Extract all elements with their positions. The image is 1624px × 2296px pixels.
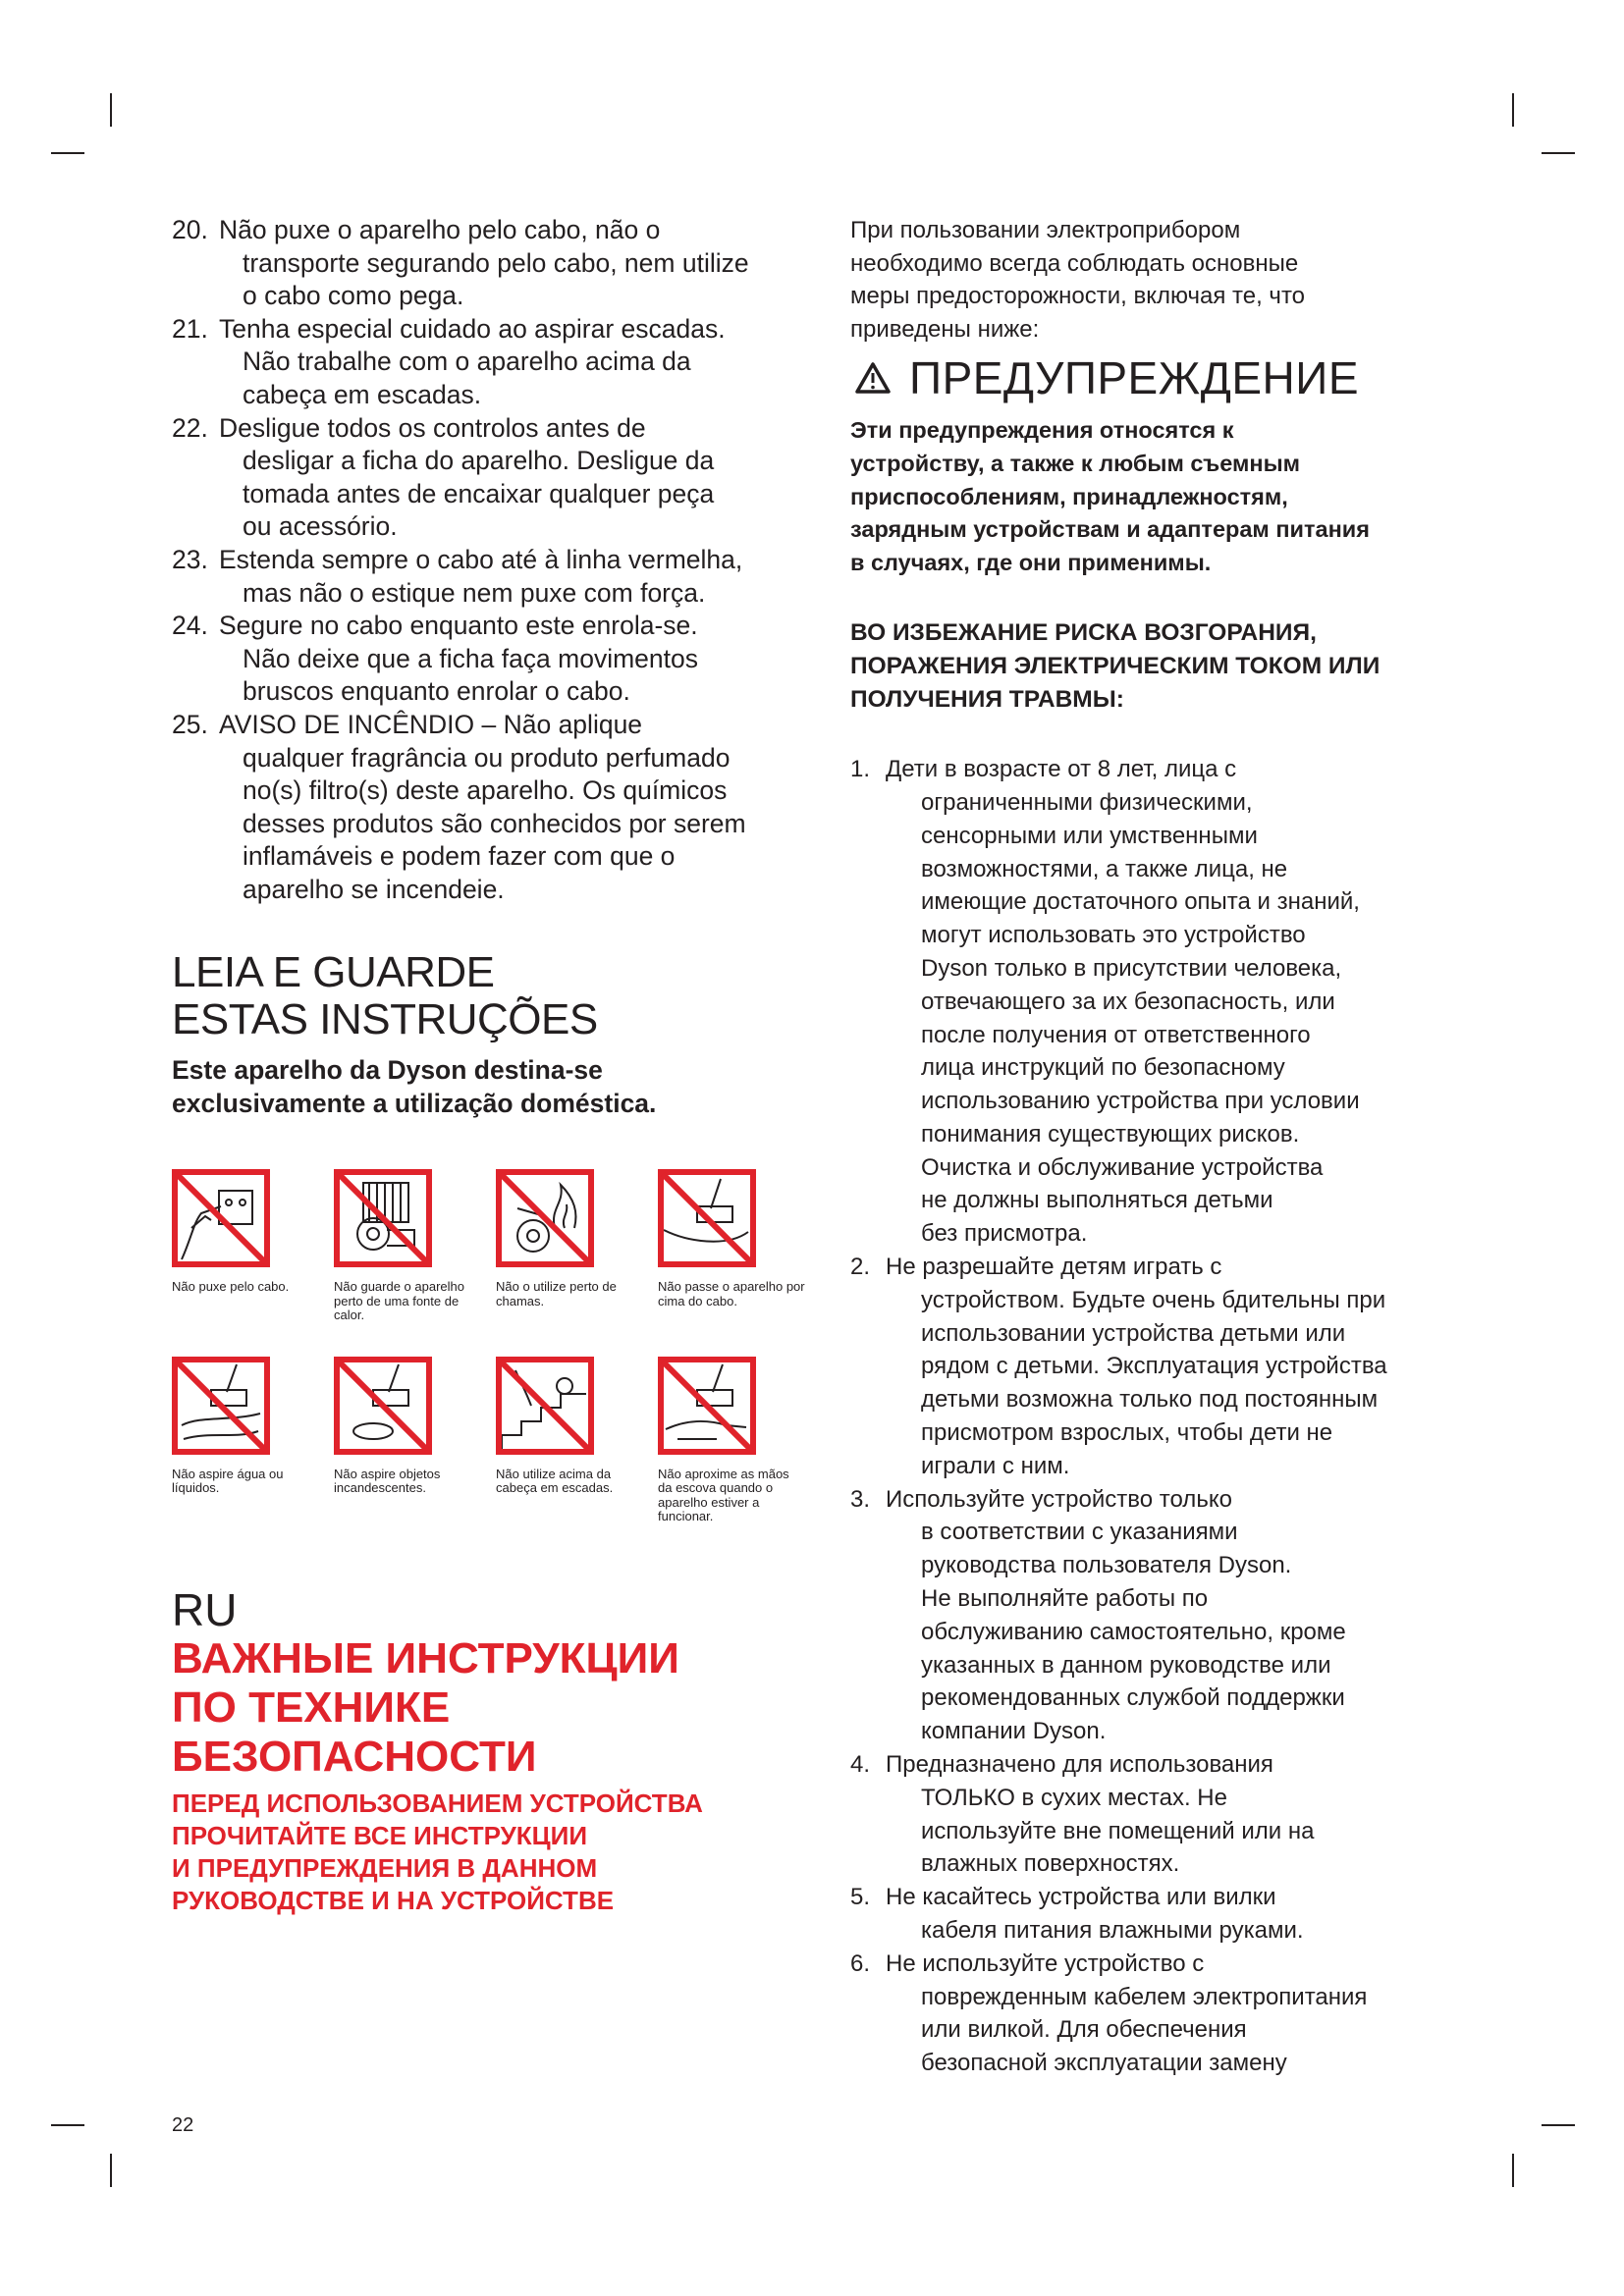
- ru-safety-title: ВАЖНЫЕ ИНСТРУКЦИИ ПО ТЕХНИКЕ БЕЗОПАСНОСТИ: [172, 1633, 679, 1781]
- item-line: ограниченными физическими,: [921, 788, 1253, 816]
- item-line: использовании устройства детьми или: [921, 1319, 1346, 1347]
- list-item: [172, 610, 800, 709]
- item-line: desses produtos são conhecidos por serem: [243, 808, 746, 838]
- item-first-line: Estenda sempre o cabo até à linha vermelha,: [219, 544, 743, 574]
- flame-icon: [496, 1169, 594, 1267]
- pictogram: [658, 1357, 820, 1524]
- hand-brush-icon: [658, 1357, 756, 1455]
- item-number: 23.: [172, 544, 208, 574]
- crop-mark: [1542, 152, 1575, 154]
- item-number: 22.: [172, 412, 208, 443]
- list-item: [850, 1251, 1479, 1483]
- list-item: [850, 1483, 1479, 1748]
- stairs-icon: [496, 1357, 594, 1455]
- item-first-line: Tenha especial cuidado ao aspirar escadas.: [219, 313, 726, 344]
- ru-header-block: [172, 1585, 800, 1917]
- item-line: no(s) filtro(s) deste aparelho. Os químicos: [243, 775, 728, 806]
- pictogram: [496, 1357, 658, 1524]
- item-line: могут использовать это устройство: [921, 922, 1306, 949]
- item-line: сенсорными или умственными: [921, 822, 1258, 849]
- item-line: tomada antes de encaixar qualquer peça: [243, 478, 715, 508]
- item-line: без присмотра.: [921, 1220, 1088, 1248]
- water-icon: [172, 1357, 270, 1455]
- list-item: [172, 313, 800, 412]
- item-line: Очистка и обслуживание устройства: [921, 1153, 1324, 1181]
- item-line: Не выполняйте работы по: [921, 1585, 1209, 1613]
- list-item: [850, 753, 1479, 1251]
- pictogram: [658, 1169, 820, 1323]
- ru-safety-subtitle: ПЕРЕД ИСПОЛЬЗОВАНИЕМ УСТРОЙСТВА ПРОЧИТАЙТЕ ВСЕ ИНСТРУКЦИИ И ПРЕДУПРЕЖДЕНИЯ В ДАННОМ РУКОВОДСТВЕ И НА УСТРОЙСТВЕ: [172, 1788, 703, 1915]
- item-first-line: Дети в возрасте от 8 лет, лица с: [886, 756, 1237, 783]
- item-line: ou acessório.: [243, 511, 398, 542]
- pictogram-row: [172, 1169, 820, 1323]
- item-line: Dyson только в присутствии человека,: [921, 954, 1342, 982]
- language-code: RU: [172, 1583, 238, 1635]
- list-item: [172, 709, 800, 907]
- crop-mark: [51, 2124, 84, 2126]
- list-item: [850, 1881, 1479, 1948]
- item-line: не должны выполняться детьми: [921, 1187, 1273, 1214]
- item-line: Não deixe que a ficha faça movimentos: [243, 643, 699, 673]
- list-item: [850, 1748, 1479, 1881]
- item-line: компании Dyson.: [921, 1718, 1107, 1745]
- left-column: [172, 214, 805, 1917]
- item-first-line: Не касайтесь устройства или вилки: [886, 1884, 1276, 1911]
- item-line: mas não o estique nem puxe com força.: [243, 577, 706, 608]
- item-line: после получения от ответственного: [921, 1021, 1311, 1048]
- item-number: 3.: [850, 1485, 871, 1513]
- domestic-use-note: Este aparelho da Dyson destina-se exclusivamente a utilização doméstica.: [172, 1055, 657, 1119]
- item-line: безопасной эксплуатации замену: [921, 2050, 1287, 2077]
- heat-source-icon: [334, 1169, 432, 1267]
- item-line: cabeça em escadas.: [243, 379, 482, 409]
- item-number: 4.: [850, 1751, 871, 1779]
- item-number: 21.: [172, 313, 208, 344]
- item-line: обслуживанию самостоятельно, кроме: [921, 1618, 1346, 1645]
- crop-mark: [1512, 2154, 1514, 2187]
- right-column: [850, 214, 1479, 2080]
- item-line: bruscos enquanto enrolar o cabo.: [243, 676, 630, 707]
- pictogram-caption: Não guarde o aparelho perto de uma fonte de calor.: [334, 1279, 464, 1323]
- item-number: 2.: [850, 1254, 871, 1281]
- crop-mark: [1542, 2124, 1575, 2126]
- pictogram-caption: Não o utilize perto de chamas.: [496, 1279, 617, 1308]
- item-line: aparelho se incendeie.: [243, 874, 505, 904]
- pictogram: [496, 1169, 658, 1323]
- item-number: 5.: [850, 1884, 871, 1911]
- item-line: детьми возможна только под постоянным: [921, 1386, 1379, 1414]
- item-first-line: Предназначено для использования: [886, 1751, 1273, 1779]
- item-number: 25.: [172, 709, 208, 739]
- pictogram: [334, 1169, 496, 1323]
- item-first-line: Используйте устройство только: [886, 1485, 1232, 1513]
- item-first-line: Не используйте устройство с: [886, 1949, 1205, 1977]
- plug-pull-icon: [172, 1169, 270, 1267]
- item-line: o cabo como pega.: [243, 281, 464, 311]
- item-line: рядом с детьми. Эксплуатация устройства: [921, 1353, 1387, 1380]
- warning-text: Эти предупреждения относятся к устройству, а также к любым съемным приспособлениям, принадлежностям, зарядным устройствам и адаптерам питания в случаях, где они применимы.: [850, 417, 1370, 575]
- item-line: рекомендованных службой поддержки: [921, 1684, 1345, 1712]
- crop-mark: [1512, 93, 1514, 127]
- pictogram-grid: [172, 1169, 820, 1524]
- ru-safety-list: [850, 753, 1479, 2080]
- cable-run-over-icon: [658, 1169, 756, 1267]
- item-number: 20.: [172, 215, 208, 244]
- pictogram: [172, 1169, 334, 1323]
- page-number: 22: [172, 2114, 194, 2136]
- pictogram: [172, 1357, 334, 1524]
- item-line: играли с ним.: [921, 1452, 1070, 1479]
- item-line: ТОЛЬКО в сухих местах. Не: [921, 1784, 1227, 1811]
- hot-ash-icon: [334, 1357, 432, 1455]
- pictogram: [334, 1357, 496, 1524]
- item-line: поврежденным кабелем электропитания: [921, 1983, 1368, 2010]
- item-first-line: Não puxe o aparelho pelo cabo, não o: [219, 215, 661, 244]
- item-line: руководства пользователя Dyson.: [921, 1552, 1292, 1579]
- pictogram-row: [172, 1357, 820, 1524]
- item-line: qualquer fragrância ou produto perfumado: [243, 742, 731, 773]
- pictogram-caption: Não aproxime as mãos da escova quando o aparelho estiver a funcionar.: [658, 1466, 789, 1524]
- warning-title: ПРЕДУПРЕЖДЕНИЕ: [909, 352, 1360, 404]
- item-number: 24.: [172, 611, 208, 641]
- pictogram-caption: Não utilize acima da cabeça em escadas.: [496, 1466, 614, 1496]
- pictogram-caption: Não aspire água ou líquidos.: [172, 1466, 284, 1496]
- item-line: Não trabalhe com o aparelho acima da: [243, 347, 691, 377]
- pictogram-caption: Não puxe pelo cabo.: [172, 1279, 290, 1295]
- read-save-heading: LEIA E GUARDE ESTAS INSTRUÇÕES: [172, 948, 598, 1044]
- item-line: inflamáveis e podem fazer com que o: [243, 841, 676, 872]
- pt-safety-list: [172, 214, 800, 906]
- item-line: устройством. Будьте очень бдительны при: [921, 1286, 1386, 1313]
- list-item: [172, 544, 800, 610]
- item-line: transporte segurando pelo cabo, nem utilize: [243, 247, 749, 278]
- item-line: или вилкой. Для обеспечения: [921, 2016, 1247, 2044]
- item-line: присмотром взрослых, чтобы дети не: [921, 1419, 1333, 1447]
- item-line: имеющие достаточного опыта и знаний,: [921, 888, 1360, 916]
- item-line: использованию устройства при условии: [921, 1088, 1360, 1115]
- item-line: отвечающего за их безопасность, или: [921, 988, 1335, 1015]
- item-line: используйте вне помещений или на: [921, 1817, 1315, 1844]
- item-first-line: Segure no cabo enquanto este enrola-se.: [219, 611, 698, 641]
- list-item: [172, 214, 800, 313]
- item-line: указанных в данном руководстве или: [921, 1651, 1331, 1679]
- item-number: 1.: [850, 756, 871, 783]
- risk-heading: ВО ИЗБЕЖАНИЕ РИСКА ВОЗГОРАНИЯ, ПОРАЖЕНИЯ ЭЛЕКТРИЧЕСКИМ ТОКОМ ИЛИ ПОЛУЧЕНИЯ ТРАВМЫ:: [850, 619, 1380, 713]
- item-number: 6.: [850, 1949, 871, 1977]
- item-line: понимания существующих рисков.: [921, 1120, 1300, 1148]
- item-first-line: Desligue todos os controlos antes de: [219, 412, 646, 443]
- crop-mark: [110, 93, 112, 127]
- list-item: [172, 412, 800, 544]
- item-line: кабеля питания влажными руками.: [921, 1917, 1304, 1945]
- item-first-line: Не разрешайте детям играть с: [886, 1254, 1222, 1281]
- item-line: влажных поверхностях.: [921, 1850, 1180, 1878]
- list-item: [850, 1948, 1479, 2080]
- item-line: в соответствии с указаниями: [921, 1519, 1238, 1546]
- item-line: desligar a ficha do aparelho. Desligue da: [243, 446, 715, 476]
- pictogram-caption: Não passe o aparelho por cima do cabo.: [658, 1279, 805, 1308]
- warning-triangle-icon: [854, 361, 892, 395]
- crop-mark: [110, 2154, 112, 2187]
- item-first-line: AVISO DE INCÊNDIO – Não aplique: [219, 709, 643, 739]
- item-line: лица инструкций по безопасному: [921, 1054, 1285, 1082]
- crop-mark: [51, 152, 84, 154]
- pictogram-caption: Não aspire objetos incandescentes.: [334, 1466, 441, 1496]
- item-line: возможностями, а также лица, не: [921, 855, 1288, 882]
- intro-text: При пользовании электроприбором необходимо всегда соблюдать основные меры предосторожности, включая те, что приведены ниже:: [850, 217, 1306, 343]
- warning-heading: [850, 353, 1479, 402]
